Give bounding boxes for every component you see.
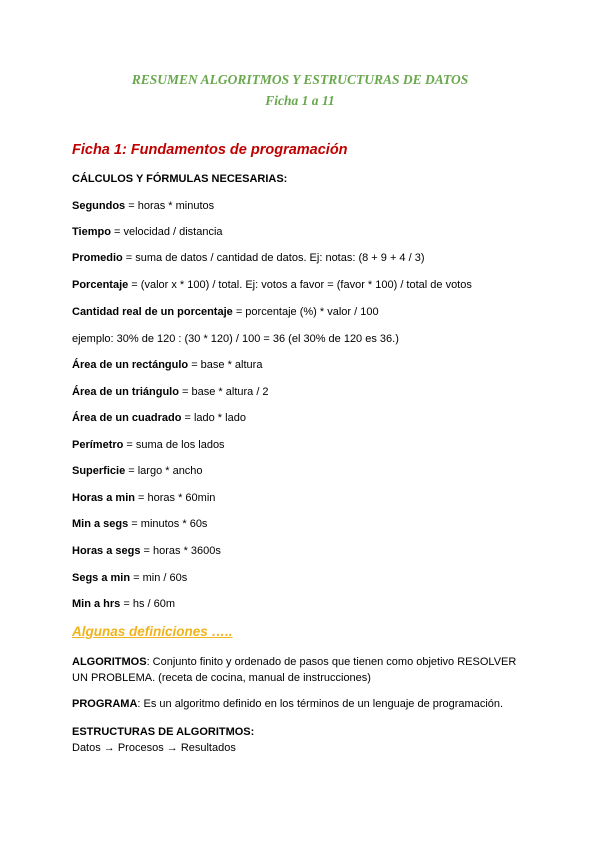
- formula-example: [72, 331, 532, 347]
- formula-text: ejemplo: 30% de 120 : (30 * 120) / 100 = 36 (el 30% de 120 es 36.): [72, 333, 399, 345]
- section-heading-ficha-1: Ficha 1: Fundamentos de programación: [72, 142, 348, 158]
- definitions-heading: Algunas definiciones …..: [72, 624, 233, 639]
- definition-text: : Es un algoritmo definido en los términos de un lenguaje de programación.: [137, 698, 504, 710]
- formula-text: = base * altura / 2: [178, 386, 269, 398]
- formulas-heading: CÁLCULOS Y FÓRMULAS NECESARIAS:: [72, 173, 288, 185]
- formula-line: [72, 277, 532, 293]
- definition-item: [72, 696, 532, 712]
- formula-text: = velocidad / distancia: [110, 226, 223, 238]
- definition-item: [72, 654, 534, 686]
- formula-term: Min a segs: [72, 518, 129, 530]
- formula-term: Área de un cuadrado: [72, 412, 182, 424]
- formula-line: [72, 516, 532, 532]
- formula-term: Segundos: [72, 200, 126, 212]
- formula-line: [72, 357, 532, 373]
- formula-term: Porcentaje: [72, 279, 129, 291]
- formula-term: Horas a segs: [72, 545, 141, 557]
- formula-line: [72, 384, 532, 400]
- formula-text: = porcentaje (%) * valor / 100: [232, 306, 379, 318]
- formula-text: = hs / 60m: [120, 598, 176, 610]
- document-title: RESUMEN ALGORITMOS Y ESTRUCTURAS DE DATOS: [131, 72, 469, 87]
- formula-line: [72, 570, 532, 586]
- document-subtitle: Ficha 1 a 11: [265, 93, 335, 108]
- formula-term: Min a hrs: [72, 598, 121, 610]
- formula-text: = minutos * 60s: [128, 518, 208, 530]
- formula-term: Horas a min: [72, 492, 135, 504]
- formula-term: Tiempo: [72, 226, 111, 238]
- formula-text: = horas * 3600s: [140, 545, 221, 557]
- formula-text: = largo * ancho: [125, 465, 203, 477]
- formula-text: = lado * lado: [181, 412, 246, 424]
- formula-line: [72, 304, 532, 320]
- formula-text: = min / 60s: [130, 572, 188, 584]
- formula-term: Perímetro: [72, 439, 124, 451]
- structures-flow: Datos → Procesos → Resultados: [72, 742, 236, 754]
- formula-line: [72, 224, 532, 240]
- formula-line: [72, 596, 532, 612]
- formula-term: Área de un triángulo: [72, 386, 179, 398]
- formula-line: [72, 198, 532, 214]
- formula-text: = suma de los lados: [123, 439, 225, 451]
- formula-term: Área de un rectángulo: [72, 359, 189, 371]
- formula-term: Promedio: [72, 252, 123, 264]
- formula-term: Segs a min: [72, 572, 131, 584]
- formula-line: [72, 250, 532, 266]
- formula-line: [72, 410, 532, 426]
- formula-text: = horas * 60min: [134, 492, 216, 504]
- formula-text: = (valor x * 100) / total. Ej: votos a favor = (favor * 100) / total de votos: [128, 279, 472, 291]
- formula-line: [72, 437, 532, 453]
- definition-term: PROGRAMA: [72, 698, 138, 710]
- formula-term: Superficie: [72, 465, 126, 477]
- formula-line: [72, 463, 532, 479]
- formula-text: = base * altura: [188, 359, 263, 371]
- formula-text: = suma de datos / cantidad de datos. Ej: notas: (8 + 9 + 4 / 3): [122, 252, 425, 264]
- structures-heading: ESTRUCTURAS DE ALGORITMOS:: [72, 726, 255, 738]
- definition-term: ALGORITMOS: [72, 656, 147, 668]
- formula-line: [72, 543, 532, 559]
- formula-text: = horas * minutos: [125, 200, 215, 212]
- definition-text: : Conjunto finito y ordenado de pasos que tienen como objetivo RESOLVER UN PROBLEMA. (receta de cocina, manual de instrucciones): [72, 656, 517, 684]
- formula-line: [72, 490, 532, 506]
- formula-term: Cantidad real de un porcentaje: [72, 306, 233, 318]
